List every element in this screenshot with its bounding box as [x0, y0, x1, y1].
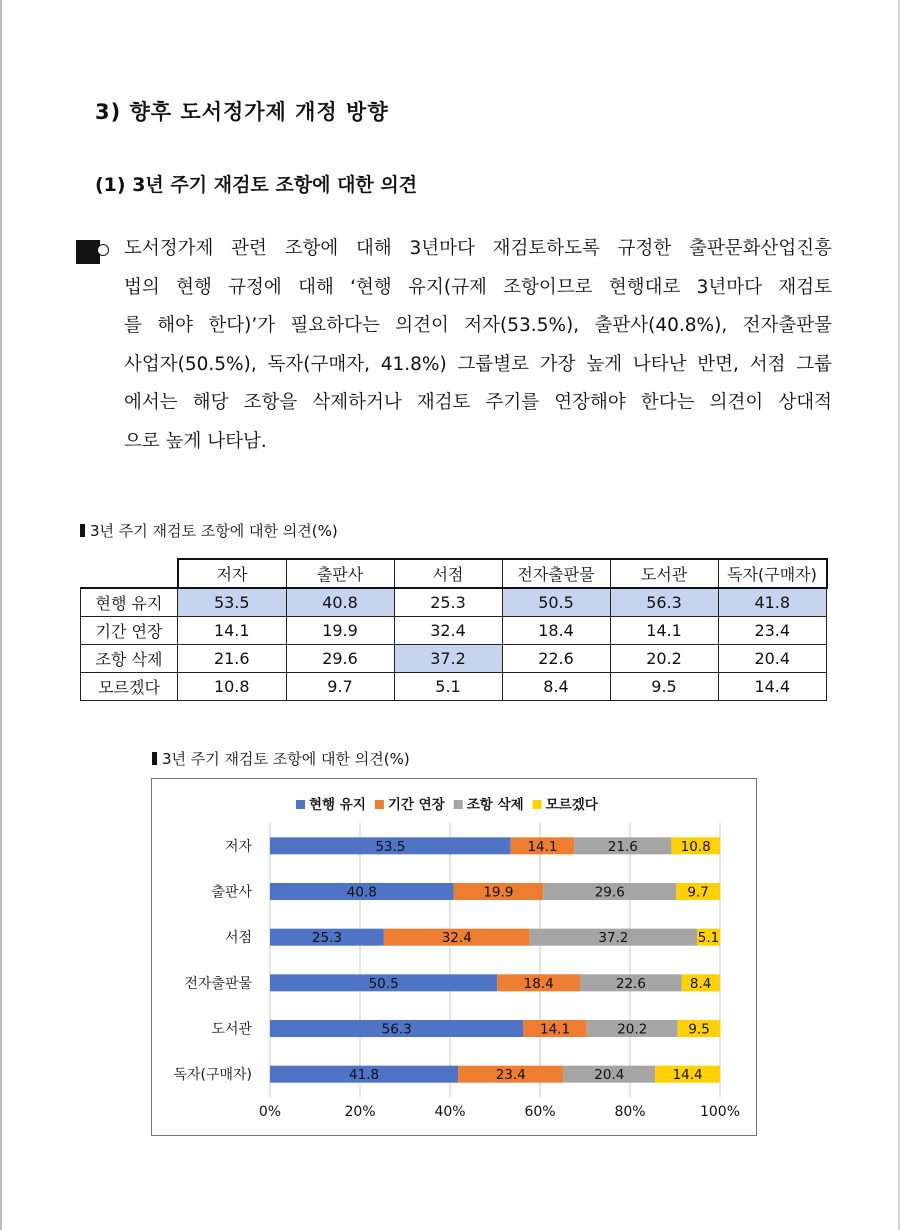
category-label: 전자출판물 — [184, 975, 252, 992]
data-label: 19.9 — [483, 884, 514, 901]
table-header-row — [81, 559, 827, 588]
caption-marker-icon — [80, 524, 85, 537]
category-label: 출판사 — [211, 884, 252, 901]
table-cell: 9.7 — [286, 673, 394, 701]
legend-label: 기간 연장 — [387, 797, 445, 813]
stacked-bar-chart — [152, 779, 756, 1135]
data-label: 23.4 — [495, 1067, 526, 1084]
data-label: 20.4 — [594, 1067, 625, 1084]
legend-swatch — [296, 800, 305, 809]
table-cell: 53.5 — [178, 588, 287, 617]
table-cell: 22.6 — [502, 645, 610, 673]
table-cell: 20.2 — [610, 645, 718, 673]
x-tick-label: 0% — [258, 1104, 282, 1120]
data-label: 14.4 — [672, 1067, 703, 1084]
data-label: 37.2 — [598, 930, 629, 947]
legend-swatch — [533, 800, 542, 809]
chart-caption-text: 3년 주기 재검토 조항에 대한 의견(%) — [162, 750, 410, 768]
table-row-header: 현행 유지 — [81, 588, 178, 617]
data-label: 32.4 — [441, 930, 472, 947]
paragraph-line: 를 해야 한다)’가 필요하다는 의견이 저자(53.5%), 출판사(40.8%), 전자출판물 — [124, 315, 832, 336]
paragraph-line: 으로 높게 나타남. — [124, 430, 267, 452]
table-cell: 19.9 — [286, 617, 394, 645]
table-col-header: 전자출판물 — [502, 559, 610, 588]
data-label: 41.8 — [349, 1067, 380, 1084]
x-tick-label: 80% — [614, 1104, 646, 1120]
data-label: 10.8 — [680, 838, 711, 855]
paragraph-line: 도서정가제 관련 조항에 대해 3년마다 재검토하도록 규정한 출판문화산업진흥 — [124, 238, 832, 259]
table-cell: 32.4 — [394, 617, 502, 645]
caption-marker-icon — [152, 752, 157, 765]
data-label: 22.6 — [615, 975, 646, 992]
legend-label: 현행 유지 — [309, 797, 366, 813]
table-cell: 9.5 — [610, 673, 718, 701]
table-row — [81, 673, 827, 701]
table-cell: 50.5 — [502, 588, 610, 617]
table-row — [81, 617, 827, 645]
table-cell: 37.2 — [394, 645, 502, 673]
table-cell: 21.6 — [178, 645, 287, 673]
legend-label: 조항 삭제 — [466, 797, 524, 813]
table-col-header: 저자 — [178, 559, 287, 588]
table-corner-cell — [81, 559, 178, 588]
table-col-header: 서점 — [394, 559, 502, 588]
x-tick-label: 20% — [344, 1104, 376, 1120]
data-label: 14.1 — [540, 1021, 571, 1038]
chart-frame — [151, 778, 757, 1136]
data-label: 25.3 — [311, 930, 342, 947]
table-row — [81, 645, 827, 673]
table-row — [81, 588, 827, 617]
legend-label: 모르겠다 — [545, 797, 598, 813]
x-tick-label: 40% — [434, 1104, 466, 1120]
table-cell: 23.4 — [718, 617, 827, 645]
table-cell: 14.4 — [718, 673, 827, 701]
table-cell: 14.1 — [610, 617, 718, 645]
data-label: 9.5 — [688, 1021, 710, 1038]
table-cell: 41.8 — [718, 588, 827, 617]
data-label: 29.6 — [594, 884, 625, 901]
table-row-header: 기간 연장 — [81, 617, 178, 645]
table-cell: 29.6 — [286, 645, 394, 673]
paragraph-line: 법의 현행 규정에 대해 ‘현행 유지(규제 조항이므로 현행대로 3년마다 재검토 — [124, 276, 832, 298]
data-label: 8.4 — [689, 975, 712, 992]
table-row-header: 모르겠다 — [81, 673, 178, 701]
data-label: 21.6 — [607, 838, 638, 855]
table-row-header: 조항 삭제 — [81, 645, 178, 673]
table-cell: 40.8 — [286, 588, 394, 617]
data-label: 18.4 — [523, 975, 554, 992]
table-cell: 8.4 — [502, 673, 610, 701]
table-col-header: 도서관 — [610, 559, 718, 588]
table-cell: 10.8 — [178, 673, 287, 701]
legend-swatch — [375, 800, 384, 809]
table-cell: 56.3 — [610, 588, 718, 617]
x-tick-label: 60% — [524, 1104, 556, 1120]
category-label: 서점 — [224, 930, 252, 947]
table-cell: 14.1 — [178, 617, 287, 645]
table-cell: 18.4 — [502, 617, 610, 645]
subsection-heading: (1) 3년 주기 재검토 조항에 대한 의견 — [95, 174, 418, 196]
paragraph-line: 사업자(50.5%), 독자(구매자, 41.8%) 그룹별로 가장 높게 나타난 반면, 서점 그룹 — [124, 353, 832, 375]
data-label: 53.5 — [375, 838, 406, 855]
data-label: 14.1 — [527, 838, 558, 855]
legend-swatch — [454, 800, 463, 809]
data-label: 56.3 — [381, 1021, 412, 1038]
data-label: 9.7 — [687, 884, 709, 901]
table-col-header: 출판사 — [286, 559, 394, 588]
opinion-table — [80, 558, 828, 701]
table-caption — [80, 520, 338, 541]
table-caption-text: 3년 주기 재검토 조항에 대한 의견(%) — [90, 522, 338, 540]
body-paragraph — [124, 230, 832, 461]
page-left-edge — [0, 0, 2, 1230]
data-label: 20.2 — [617, 1021, 648, 1038]
table-cell: 20.4 — [718, 645, 827, 673]
data-label: 50.5 — [368, 975, 399, 992]
chart-caption — [152, 748, 410, 769]
x-tick-label: 100% — [699, 1104, 741, 1120]
table-cell: 5.1 — [394, 673, 502, 701]
category-label: 도서관 — [211, 1021, 252, 1038]
table-col-header: 독자(구매자) — [718, 559, 827, 588]
table-cell: 25.3 — [394, 588, 502, 617]
paragraph-line: 에서는 해당 조항을 삭제하거나 재검토 주기를 연장해야 한다는 의견이 상대적 — [124, 392, 832, 413]
category-label: 독자(구매자) — [173, 1067, 252, 1084]
data-label: 40.8 — [346, 884, 377, 901]
data-label: 5.1 — [697, 930, 720, 947]
category-label: 저자 — [224, 838, 252, 855]
section-heading: 3) 향후 도서정가제 개정 방향 — [95, 100, 389, 124]
bullet-circle-icon — [97, 244, 109, 256]
